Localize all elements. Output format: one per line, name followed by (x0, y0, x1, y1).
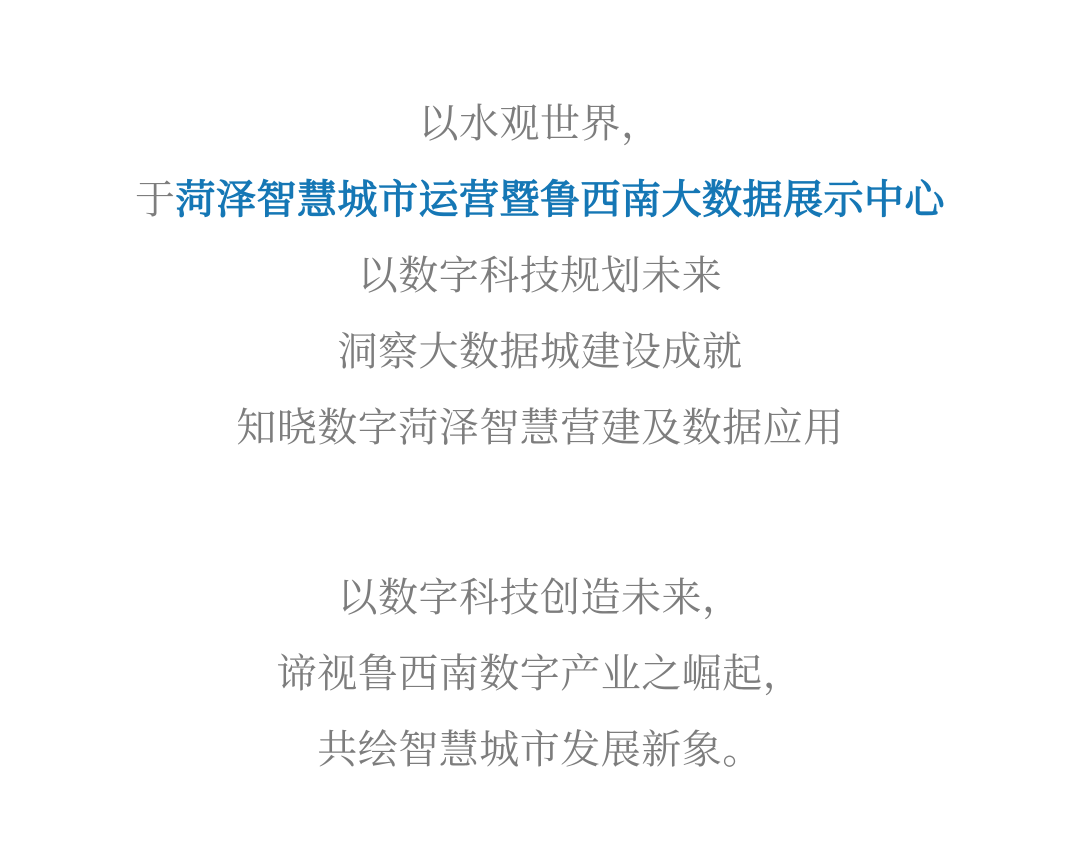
venue-name-highlight: 菏泽智慧城市运营暨鲁西南大数据展示中心 (175, 178, 945, 222)
closing-line-smart-city-vision: 共绘智慧城市发展新象。 (317, 728, 763, 772)
venue-line (0, 162, 1080, 238)
theme-line-insight-achievements: 洞察大数据城建设成就 (337, 330, 743, 374)
venue-line-prefix: 于 (135, 178, 176, 222)
theme-line-plan-future: 以数字科技规划未来 (357, 254, 723, 298)
closing-line-create-future: 以数字科技创造未来， (337, 576, 743, 620)
stanza-2 (0, 560, 1080, 788)
closing-line-digital-industry-rise: 谛视鲁西南数字产业之崛起， (276, 652, 804, 696)
intro-line: 以水观世界， (418, 102, 662, 146)
stanza-1 (0, 86, 1080, 466)
theme-line-know-applications: 知晓数字菏泽智慧营建及数据应用 (236, 406, 844, 450)
